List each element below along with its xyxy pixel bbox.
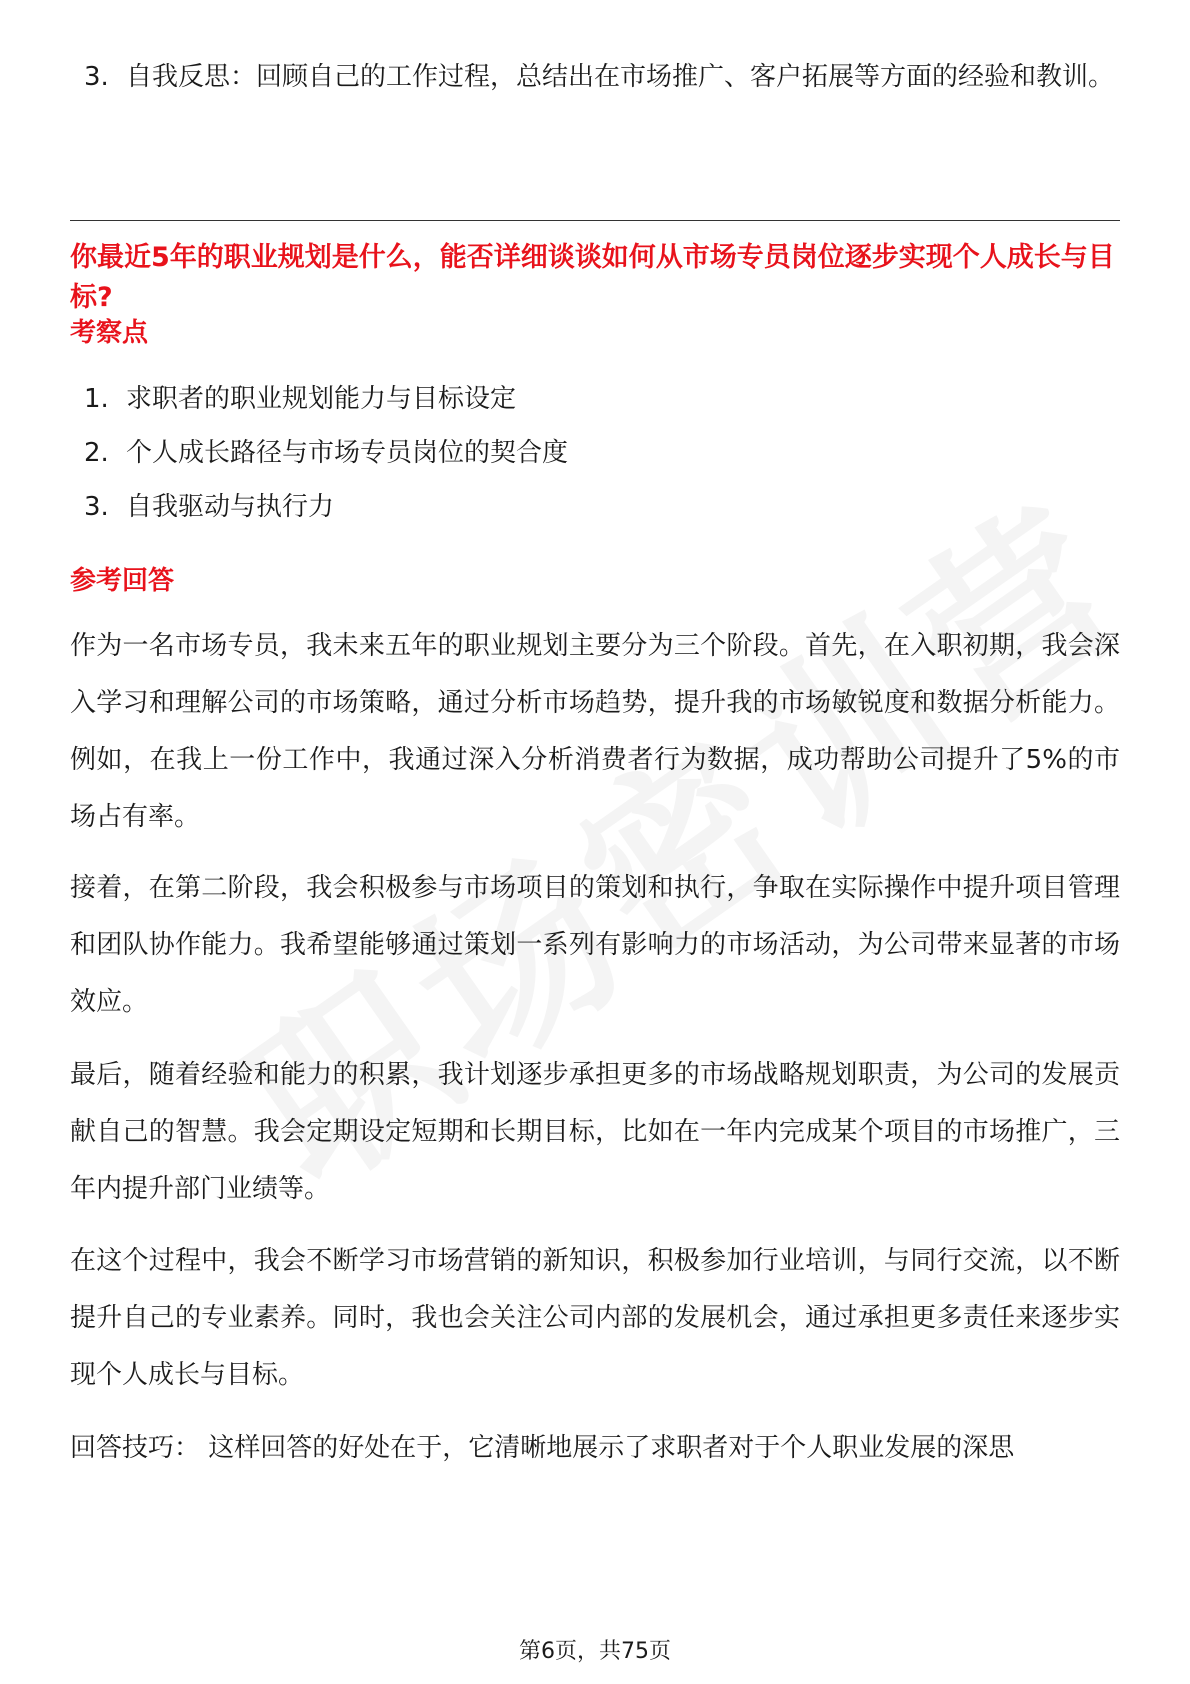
prev-list-item (84, 48, 1124, 106)
answer-paragraph: 最后，随着经验和能力的积累，我计划逐步承担更多的市场战略规划职责，为公司的发展贡献自己的智慧。我会定期设定短期和长期目标，比如在一年内完成某个项目的市场推广，三年内提升部门业绩等。 (70, 1060, 1120, 1204)
list-text: 求职者的职业规划能力与目标设定 (126, 384, 517, 414)
section-divider (70, 220, 1120, 221)
focus-item (84, 424, 1124, 482)
answer-paragraph: 接着，在第二阶段，我会积极参与市场项目的策划和执行，争取在实际操作中提升项目管理和团队协作能力。我希望能够通过策划一系列有影响力的市场活动，为公司带来显著的市场效应。 (70, 873, 1120, 1017)
question-heading: 你最近5年的职业规划是什么，能否详细谈谈如何从市场专员岗位逐步实现个人成长与目标? (70, 242, 1115, 313)
answer-paragraph: 作为一名市场专员，我未来五年的职业规划主要分为三个阶段。首先，在入职初期，我会深入学习和理解公司的市场策略，通过分析市场趋势，提升我的市场敏锐度和数据分析能力。例如，在我上一份工作中，我通过深入分析消费者行为数据，成功帮助公司提升了5%的市场占有率。 (70, 631, 1120, 832)
page-footer: 第6页，共75页 (519, 1639, 671, 1664)
focus-title: 考察点 (70, 318, 149, 348)
list-number: 1. (84, 384, 109, 414)
list-text: 自我反思：回顾自己的工作过程，总结出在市场推广、客户拓展等方面的经验和教训。 (126, 62, 1115, 92)
answer-tip: 回答技巧： 这样回答的好处在于，它清晰地展示了求职者对于个人职业发展的深思 (70, 1433, 1015, 1463)
list-number: 3. (84, 492, 109, 522)
answer-title: 参考回答 (70, 566, 175, 596)
list-text: 个人成长路径与市场专员岗位的契合度 (126, 438, 569, 468)
list-number: 3. (84, 62, 109, 92)
answer-paragraph: 在这个过程中，我会不断学习市场营销的新知识，积极参加行业培训，与同行交流，以不断提升自己的专业素养。同时，我也会关注公司内部的发展机会，通过承担更多责任来逐步实现个人成长与目标。 (70, 1246, 1120, 1390)
focus-item (84, 370, 1124, 428)
focus-item (84, 478, 1124, 536)
list-number: 2. (84, 438, 109, 468)
list-text: 自我驱动与执行力 (126, 492, 335, 522)
